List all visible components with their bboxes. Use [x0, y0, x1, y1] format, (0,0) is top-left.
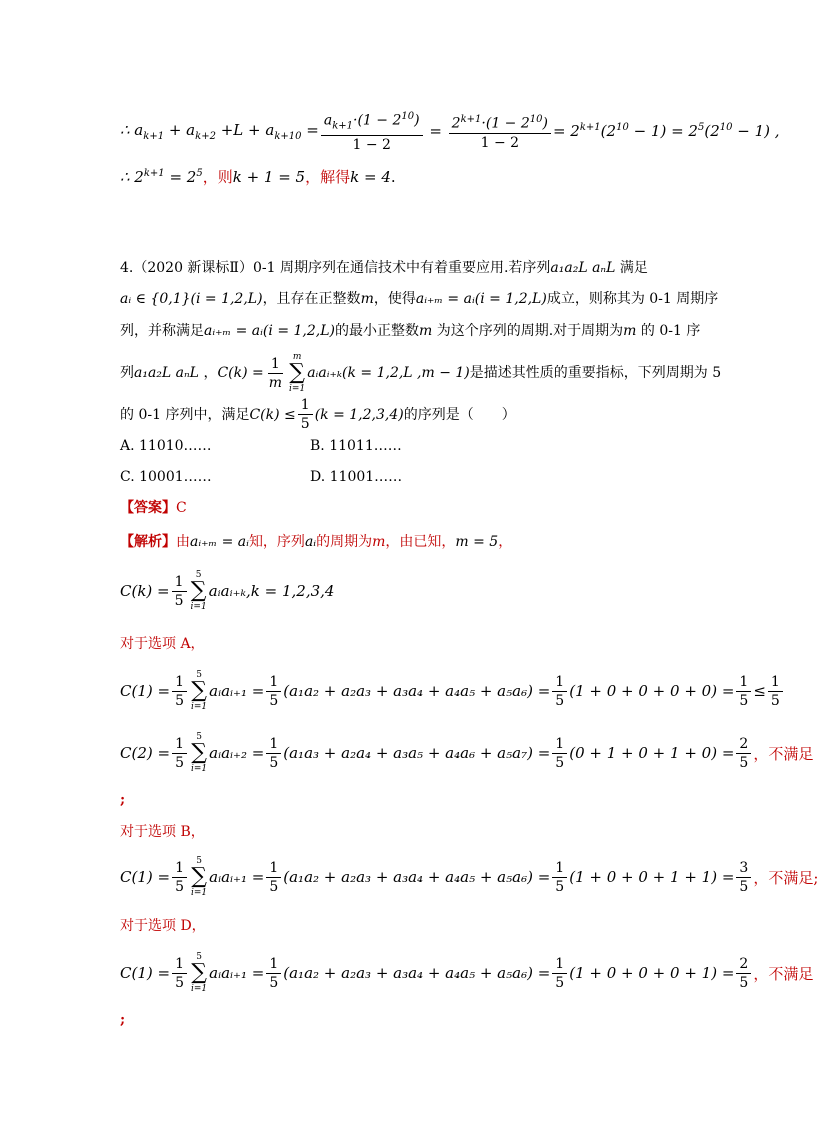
ck-definition: C(k) = $\frac{1}{5}$ 5 ∑ i=1 aᵢaᵢ₊ₖ,k = 1,2,3,4	[120, 570, 335, 612]
for-option-a: 对于选项 A，	[120, 636, 205, 652]
eq-b-c1: C(1) = $\frac{1}{5}$ 5 ∑ i=1 aᵢaᵢ₊₁ = $\frac{1}{5}$ (a₁a₂ + a₂a₃ + a₃a₄ + a₄a₅ + a₅a₆) = $\frac{1}{5}$ (1 + 0 + 0 + 1 + 1) = $\frac{3}{5}$ ，不满足;	[120, 856, 818, 898]
question-line-3: 列，并称满足aᵢ₊ₘ = aᵢ(i = 1,2,L)的最小正整数m 为这个序列的周期.对于周期为m 的 0-1 序	[120, 323, 701, 339]
question-line-4: 列 a₁a₂L aₙL ， C(k) = $\frac{1}{m}$ m ∑ i=1 aᵢaᵢ₊ₖ(k = 1,2,L ,m − 1) 是描述其性质的重要指标，下列周期为 5	[120, 352, 722, 394]
option-d[interactable]: D. 11001……	[310, 469, 403, 485]
derivation-line-1: ∴ $a_{k+1} + a_{k+2} +L + a_{k+10}$ = $\frac{a_{k+1}\cdot(1 - 2^{10})}{1 - 2}$ = $\frac{2^{k+1}\cdot(1 - 2^{10})}{1 - 2}$ = $2^{k+1}(2^{10} - 1) = 2^5(2^{10} - 1)$ ,	[120, 108, 780, 154]
for-option-d: 对于选项 D，	[120, 918, 206, 934]
sum-lhs: ∴ $a_{k+1} + a_{k+2} +L + a_{k+10}$ =	[120, 120, 319, 142]
question-line-2: aᵢ ∈ {0,1}(i = 1,2,L)，且存在正整数m，使得aᵢ₊ₘ = aᵢ(i = 1,2,L)成立，则称其为 0-1 周期序	[120, 291, 719, 307]
option-c[interactable]: C. 10001……	[120, 469, 212, 485]
option-b[interactable]: B. 11011……	[310, 438, 402, 454]
answer-line: 【答案】C	[120, 500, 187, 516]
eq-d-c1: C(1) = $\frac{1}{5}$ 5 ∑ i=1 aᵢaᵢ₊₁ = $\frac{1}{5}$ (a₁a₂ + a₂a₃ + a₃a₄ + a₄a₅ + a₅a₆) = $\frac{1}{5}$ (1 + 0 + 0 + 0 + 1) = $\frac{2}{5}$ ，不满足	[120, 952, 814, 994]
analysis-line-1: 【解析】由aᵢ₊ₘ = aᵢ知，序列aᵢ的周期为m，由已知，m = 5，	[120, 534, 513, 550]
fraction-1: $\frac{a_{k+1}\cdot(1 - 2^{10})}{1 - 2}$	[321, 108, 423, 154]
for-option-b: 对于选项 B，	[120, 824, 205, 840]
semicolon-1: ;	[120, 792, 126, 808]
fraction-2: $\frac{2^{k+1}\cdot(1 - 2^{10})}{1 - 2}$	[449, 111, 551, 152]
sigma-symbol: m ∑ i=1	[289, 352, 306, 394]
semicolon-2: ;	[120, 1012, 126, 1028]
question-line-5: 的 0-1 序列中，满足 C(k) ≤ $\frac{1}{5}$ (k = 1,2,3,4) 的序列是（ ）	[120, 397, 516, 432]
eq-a-c2: C(2) = $\frac{1}{5}$ 5 ∑ i=1 aᵢaᵢ₊₂ = $\frac{1}{5}$ (a₁a₃ + a₂a₄ + a₃a₅ + a₄a₆ + a₅a₇) = $\frac{1}{5}$ (0 + 1 + 0 + 1 + 0) = $\frac{2}{5}$ ，不满足	[120, 732, 814, 774]
sum-result: = $2^{k+1}(2^{10} - 1) = 2^5(2^{10} - 1)$ ,	[552, 122, 780, 141]
eq-a-c1: C(1) = $\frac{1}{5}$ 5 ∑ i=1 aᵢaᵢ₊₁ = $\frac{1}{5}$ (a₁a₂ + a₂a₃ + a₃a₄ + a₄a₅ + a₅a₆) = $\frac{1}{5}$ (1 + 0 + 0 + 0 + 0) = $\frac{1}{5}$ ≤ $\frac{1}{5}$	[120, 670, 785, 712]
derivation-line-2: ∴ $2^{k+1} = 2^5$，则k + 1 = 5，解得k = 4.	[120, 168, 396, 186]
question-line-1: 4.（2020 新课标Ⅱ）0-1 周期序列在通信技术中有着重要应用.若序列a₁a₂L aₙL 满足	[120, 260, 648, 276]
option-a[interactable]: A. 11010……	[120, 438, 212, 454]
